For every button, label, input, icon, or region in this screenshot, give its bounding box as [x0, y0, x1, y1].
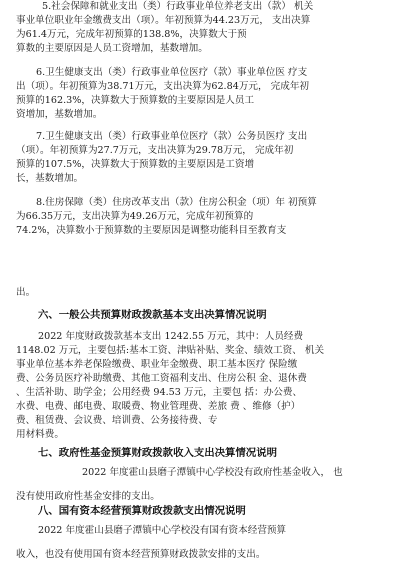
paragraph-line: 预算的162.3%，决算数大于预算数的主要原因是人员工: [16, 95, 255, 106]
paragraph-line: 出（项）。年初预算为38.71万元，支出决算为62.84万元， 完成年初: [16, 81, 310, 92]
paragraph-line: 8.住房保障（类）住房改革支出（款）住房公积金（项）年 初预算: [36, 197, 317, 208]
paragraph-line: 水费、电费、邮电费、取暖费、物业管理费、差旅 费 、维修（护）: [16, 401, 301, 412]
paragraph-line: 预算的107.5%，决算数大于预算数的主要原因是工资增: [16, 159, 255, 170]
paragraph-line: 5.社会保障和就业支出（类）行政事业单位养老支出（款） 机关: [42, 1, 314, 12]
paragraph-line: 收入，也没有使用国有资本经营预算财政拨款安排的支出。: [16, 549, 266, 560]
paragraph-line: 事业单位职业年金缴费支出（项）。年初预算为44.23万元， 支出决算: [16, 15, 311, 26]
paragraph-line: 费、公务员医疗补助缴费、其他工资福利支出、住房公积 金、退休费: [16, 373, 307, 384]
paragraph-line: （项）。年初预算为27.7万元，支出决算为29.78万元， 完成年初: [16, 145, 294, 156]
paragraph-line: 2022 年度霍山县磨子潭镇中心学校没有国有资本经营预算: [38, 525, 287, 536]
paragraph-line: 用材料费。: [16, 429, 64, 440]
paragraph-line: 资增加，基数增加。: [16, 109, 103, 120]
paragraph-line: 费、租赁费、会议费、培训费、公务接待费、专: [16, 415, 218, 426]
paragraph-line: 事业单位基本养老保险缴费、职业年金缴费、职工基本医疗 保险缴: [16, 359, 298, 370]
paragraph-line: 7.卫生健康支出（类）行政事业单位医疗（款）公务员医疗 支出: [36, 131, 308, 142]
paragraph-line: 6.卫生健康支出（类）行政事业单位医疗（款）事业单位医 疗支: [36, 67, 308, 78]
paragraph-line: 为66.35万元，支出决算为49.26万元，完成年初预算的: [16, 211, 254, 222]
paragraph-line: 2022 年度财政拨款基本支出 1242.55 万元，其中：人员经费: [38, 331, 304, 342]
section-heading: 六、一般公共预算财政拨款基本支出决算情况说明: [38, 309, 267, 321]
paragraph-line: 长，基数增加。: [16, 173, 84, 184]
paragraph-line: 2022 年度霍山县磨子潭镇中心学校没有政府性基金收入， 也: [82, 467, 343, 478]
paragraph-line: 74.2%，决算数小于预算数的主要原因是调整功能科目至教育支: [16, 225, 287, 236]
section-heading: 八、国有资本经营预算财政拨款支出情况说明: [38, 505, 246, 517]
paragraph-line: 没有使用政府性基金安排的支出。: [16, 491, 160, 502]
paragraph-line: 出。: [16, 287, 36, 298]
section-heading: 七、政府性基金预算财政拨款收入支出决算情况说明: [38, 447, 277, 459]
paragraph-line: 算数的主要原因是人员工资增加，基数增加。: [16, 43, 208, 54]
paragraph-line: 、生活补助、助学金；公用经费 94.53 万元，主要包 括：办公费、: [16, 387, 303, 398]
paragraph-line: 1148.02 万元，主要包括:基本工资、津贴补贴、奖金、绩效工资、 机关: [16, 345, 325, 356]
paragraph-line: 为61.4万元，完成年初预算的138.8%，决算数大于预: [16, 29, 247, 40]
